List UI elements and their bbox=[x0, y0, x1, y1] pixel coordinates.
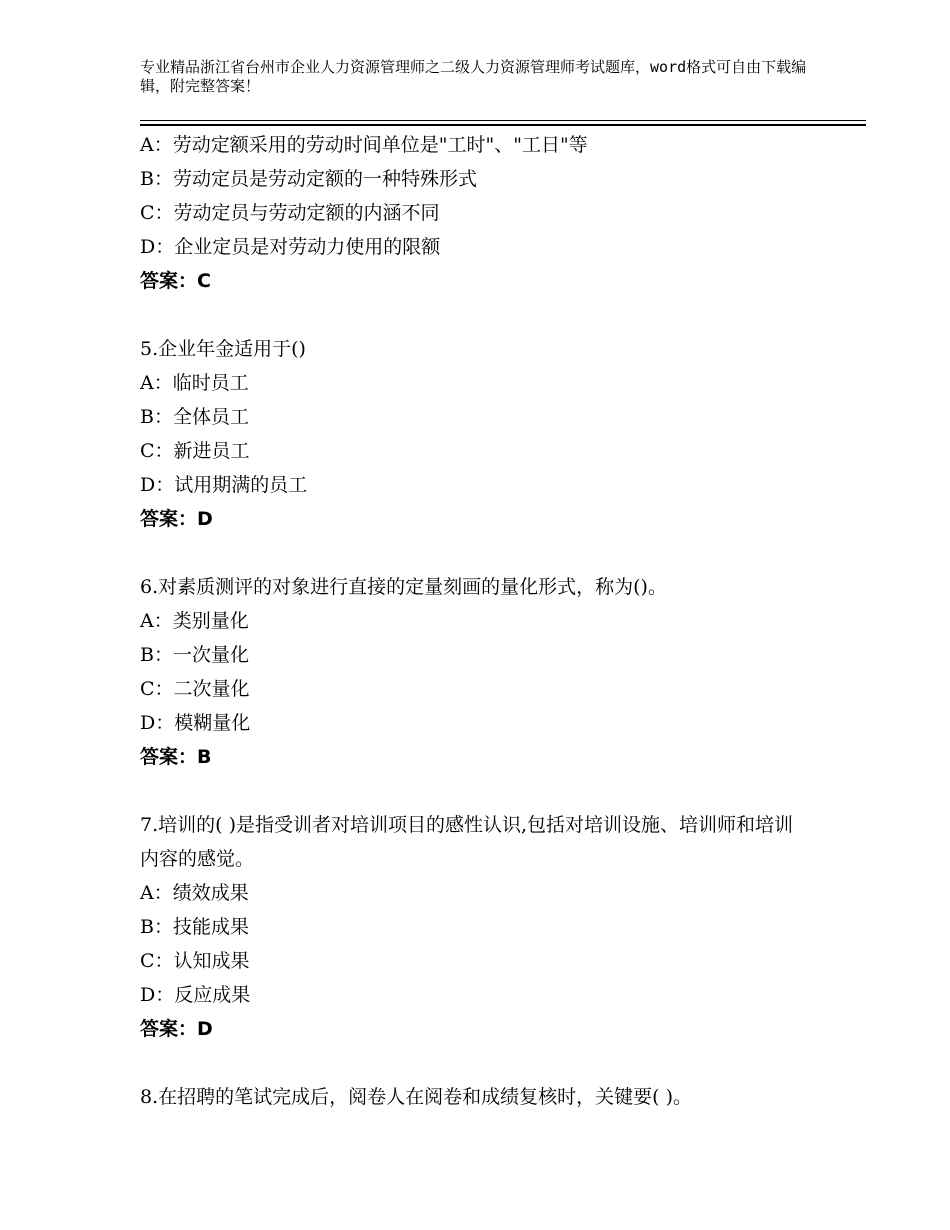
answer-label: 答案：D bbox=[140, 1018, 213, 1040]
question-block-7 bbox=[140, 808, 830, 1046]
question-block-4 bbox=[140, 128, 830, 298]
option-c: C：二次量化 bbox=[140, 678, 250, 700]
option-a: A：临时员工 bbox=[140, 372, 249, 394]
option-c: C：新进员工 bbox=[140, 440, 250, 462]
option-d: D：模糊量化 bbox=[140, 712, 251, 734]
header-rule-thick bbox=[140, 124, 866, 126]
option-a: A：绩效成果 bbox=[140, 882, 249, 904]
question-block-6 bbox=[140, 570, 830, 774]
question-block-5 bbox=[140, 332, 830, 536]
document-header: 专业精品浙江省台州市企业人力资源管理师之二级人力资源管理师考试题库，word格式可自由下载编辑，附完整答案！ bbox=[140, 58, 807, 95]
option-b: B：劳动定员是劳动定额的一种特殊形式 bbox=[140, 168, 477, 190]
option-c: C：认知成果 bbox=[140, 950, 250, 972]
question-block-8 bbox=[140, 1080, 830, 1114]
spacer bbox=[140, 1046, 830, 1080]
option-b: B：技能成果 bbox=[140, 916, 249, 938]
option-d: D：试用期满的员工 bbox=[140, 474, 308, 496]
spacer bbox=[140, 298, 830, 332]
option-a: A：类别量化 bbox=[140, 610, 249, 632]
spacer bbox=[140, 536, 830, 570]
option-d: D：企业定员是对劳动力使用的限额 bbox=[140, 236, 441, 258]
answer-label: 答案：C bbox=[140, 270, 211, 292]
option-d: D：反应成果 bbox=[140, 984, 251, 1006]
option-a: A：劳动定额采用的劳动时间单位是"工时"、"工日"等 bbox=[140, 134, 588, 156]
spacer bbox=[140, 774, 830, 808]
question-text: 6.对素质测评的对象进行直接的定量刻画的量化形式，称为()。 bbox=[140, 576, 667, 598]
question-text: 8.在招聘的笔试完成后，阅卷人在阅卷和成绩复核时，关键要( )。 bbox=[140, 1086, 692, 1108]
option-b: B：全体员工 bbox=[140, 406, 249, 428]
option-c: C：劳动定员与劳动定额的内涵不同 bbox=[140, 202, 440, 224]
option-b: B：一次量化 bbox=[140, 644, 249, 666]
answer-label: 答案：D bbox=[140, 508, 213, 530]
answer-label: 答案：B bbox=[140, 746, 212, 768]
question-text: 5.企业年金适用于() bbox=[140, 338, 306, 360]
question-list bbox=[140, 128, 830, 1114]
header-rule-thin bbox=[140, 120, 866, 121]
question-text: 7.培训的( )是指受训者对培训项目的感性认识,包括对培训设施、培训师和培训内容的感觉。 bbox=[140, 814, 794, 870]
